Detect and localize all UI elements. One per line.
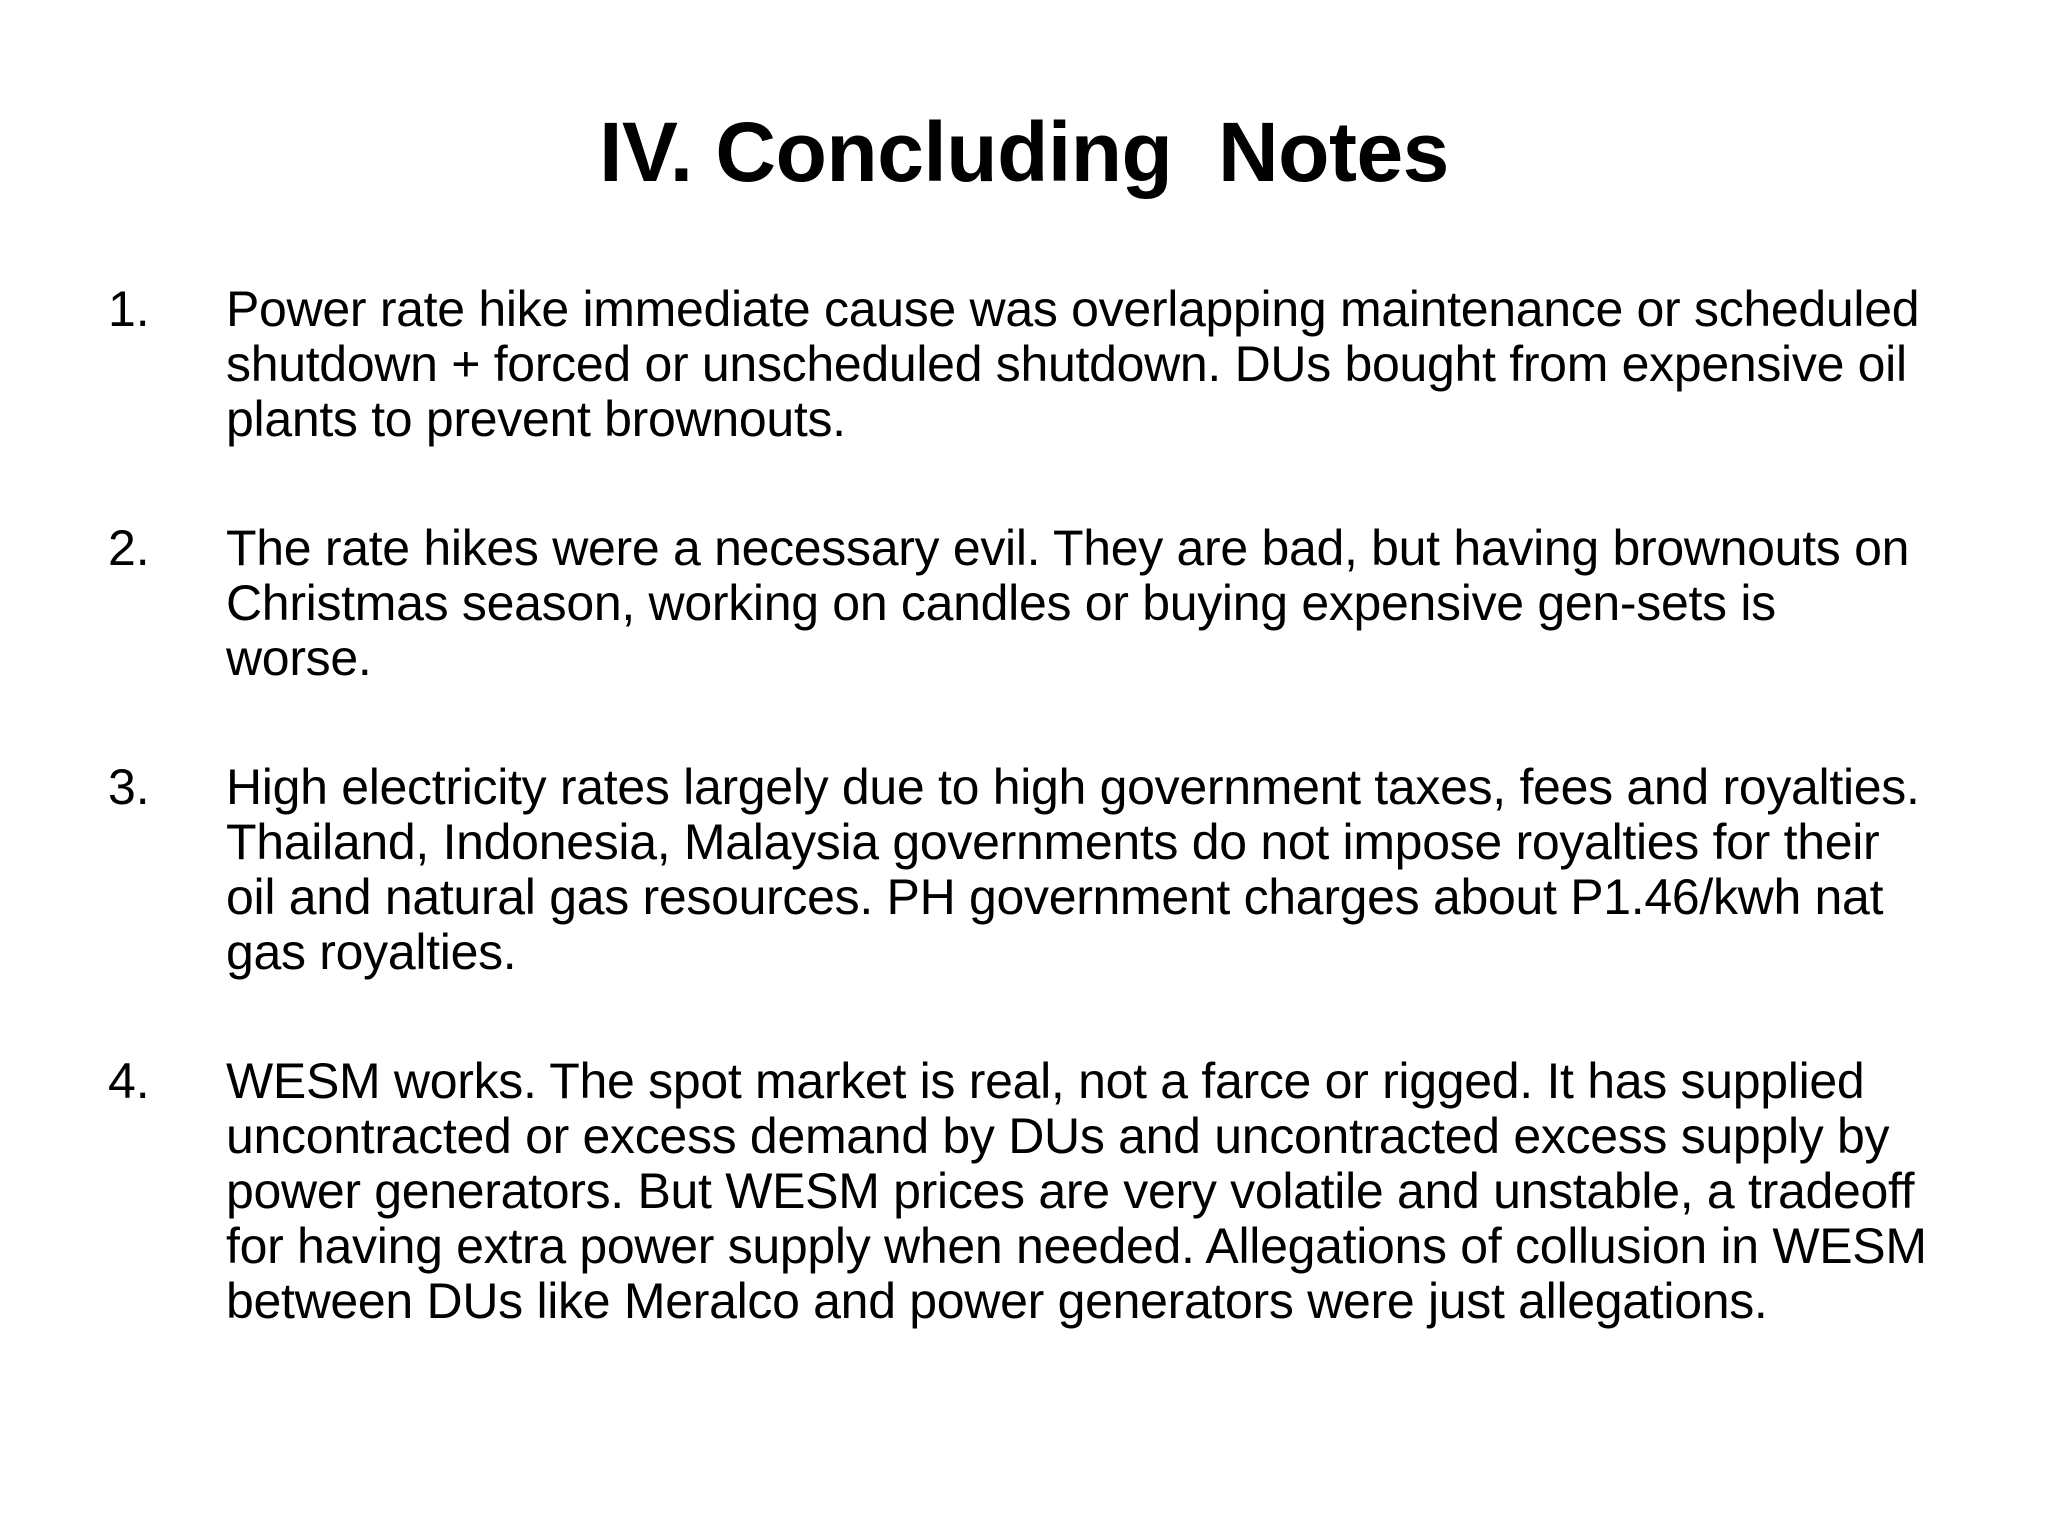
list-item-2 — [108, 521, 1928, 686]
concluding-notes-list — [108, 282, 1928, 1403]
list-item-4 — [108, 1054, 1928, 1329]
list-item-text: The rate hikes were a necessary evil. They are bad, but having brownouts on Christmas season, working on candles or buying expensive gen-sets is worse. — [226, 520, 1910, 686]
list-item-text: Power rate hike immediate cause was overlapping maintenance or scheduled shutdown + forced or unscheduled shutdown. DUs bought from expensive oil plants to prevent brownouts. — [226, 281, 1920, 447]
slide-title: IV. Concluding Notes — [599, 105, 1449, 199]
list-item-text: High electricity rates largely due to high government taxes, fees and royalties. Thailand, Indonesia, Malaysia governments do not impose royalties for their oil and natural gas resources. PH government charges about P1.46/kwh nat gas royalties. — [226, 759, 1920, 980]
list-item-1 — [108, 282, 1928, 447]
list-item-number: 4. — [108, 1053, 150, 1109]
list-item-number: 1. — [108, 281, 150, 337]
list-item-number: 2. — [108, 520, 150, 576]
list-item-3 — [108, 760, 1928, 980]
list-item-text: WESM works. The spot market is real, not a farce or rigged. It has supplied uncontracted or excess demand by DUs and uncontracted excess supply by power generators. But WESM prices are very volatile and unstable, a tradeoff for having extra power supply when needed. Allegations of collusion in WESM between DUs like Meralco and power generators were just allegations. — [226, 1053, 1927, 1329]
list-item-number: 3. — [108, 759, 150, 815]
